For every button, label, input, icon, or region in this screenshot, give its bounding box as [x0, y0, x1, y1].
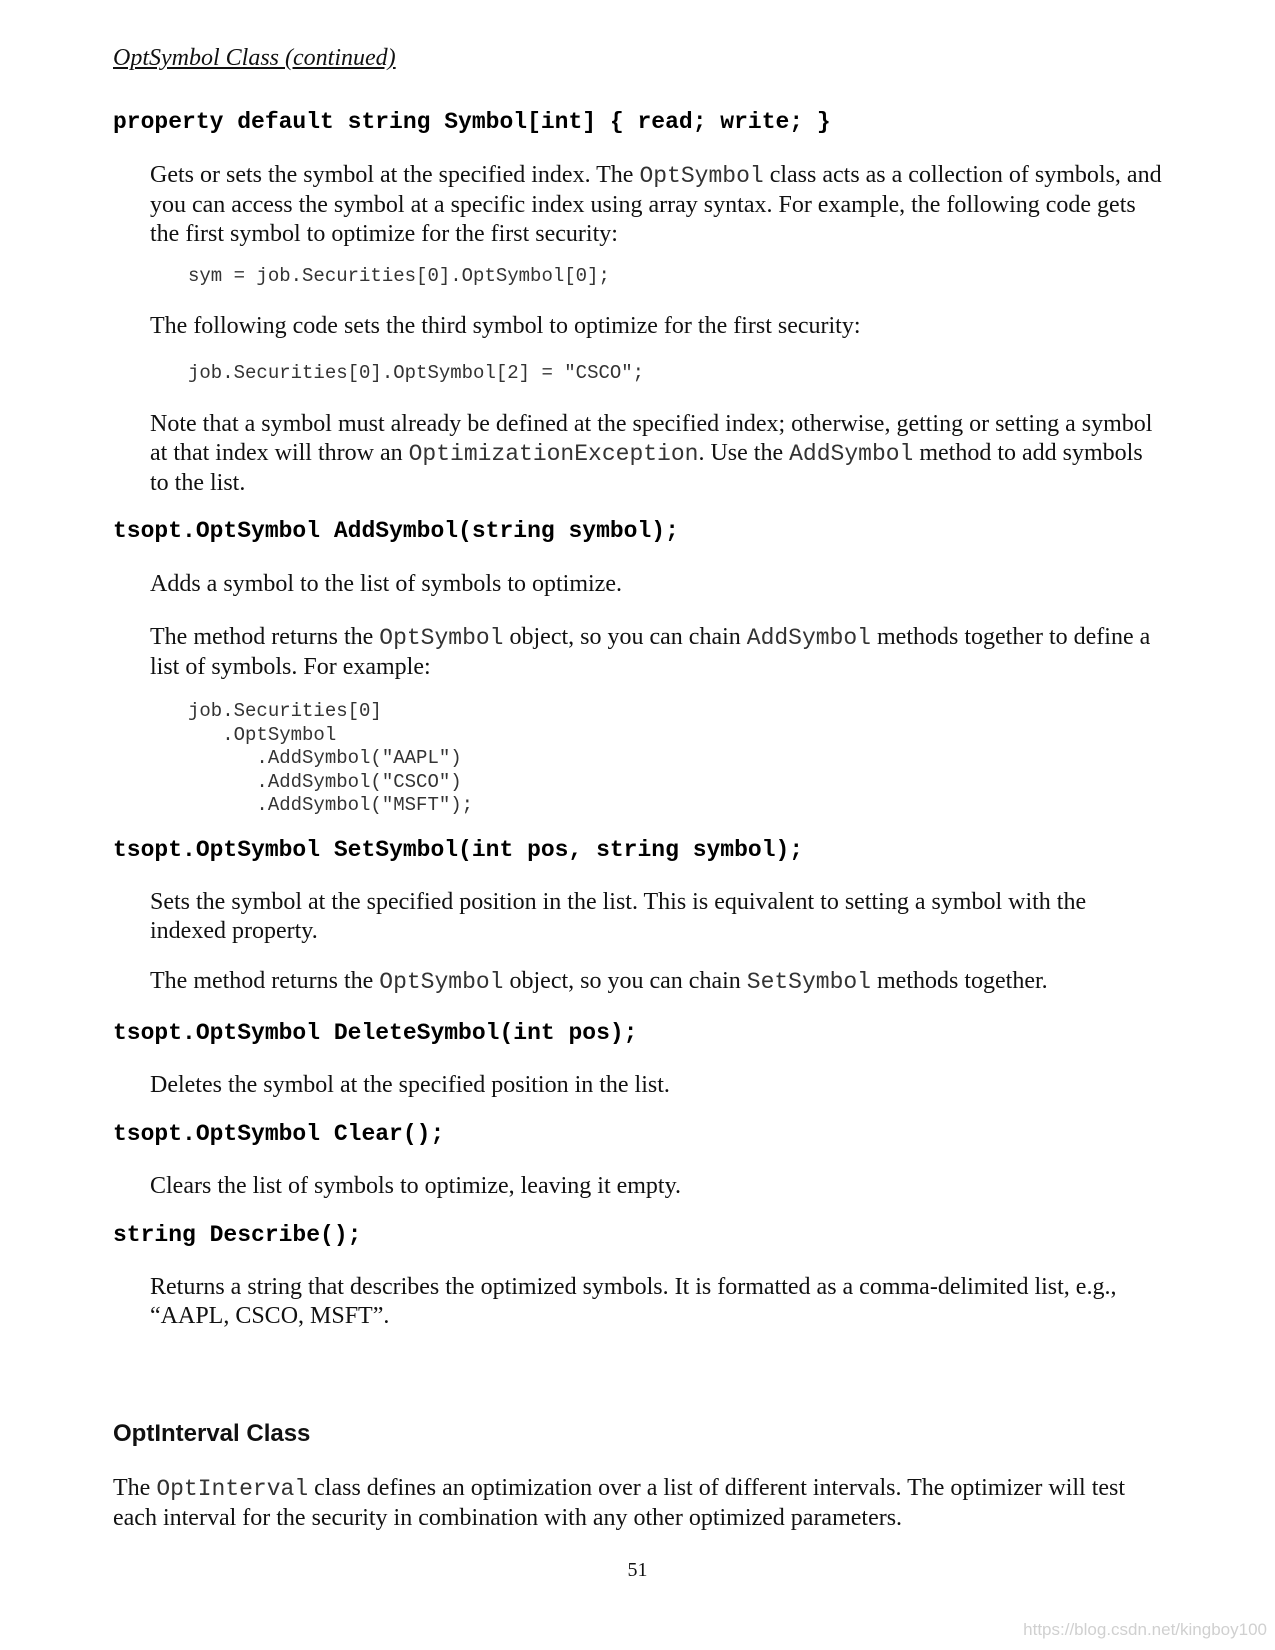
code-example-get: sym = job.Securities[0].OptSymbol[0];	[188, 265, 610, 287]
page-header: OptSymbol Class (continued)	[113, 45, 396, 71]
inline-code: OptSymbol	[639, 163, 764, 189]
property-signature: property default string Symbol[int] { read; write; }	[113, 109, 831, 135]
clear-signature: tsopt.OptSymbol Clear();	[113, 1121, 445, 1147]
index-note: Note that a symbol must already be defined at the specified index; otherwise, getting or setting a symbol at that index will throw an OptimizationException. Use the AddSymbol method to add symbols to the list.	[150, 411, 1153, 496]
addsymbol-signature: tsopt.OptSymbol AddSymbol(string symbol);	[113, 518, 679, 544]
inline-code: OptInterval	[156, 1476, 309, 1502]
deletesymbol-description: Deletes the symbol at the specified position in the list.	[150, 1072, 670, 1098]
clear-description: Clears the list of symbols to optimize, leaving it empty.	[150, 1173, 682, 1199]
code-example-set: job.Securities[0].OptSymbol[2] = "CSCO";	[188, 362, 645, 384]
deletesymbol-signature: tsopt.OptSymbol DeleteSymbol(int pos);	[113, 1020, 638, 1046]
describe-signature: string Describe();	[113, 1222, 362, 1248]
page-number: 51	[627, 1559, 648, 1581]
set-example-intro: The following code sets the third symbol to optimize for the first security:	[150, 313, 861, 339]
inline-code: OptimizationException	[408, 441, 699, 467]
section-heading: OptInterval Class	[113, 1420, 311, 1447]
inline-code: OptSymbol	[379, 969, 504, 995]
inline-code: AddSymbol	[789, 441, 914, 467]
code-example-chain: job.Securities[0] .OptSymbol .AddSymbol("AAPL") .AddSymbol("CSCO") .AddSymbol("MSFT");	[188, 700, 474, 816]
setsymbol-signature: tsopt.OptSymbol SetSymbol(int pos, string symbol);	[113, 837, 804, 863]
property-description: Gets or sets the symbol at the specified index. The OptSymbol class acts as a collection of symbols, and you can access the symbol at a specific index using array syntax. For example, the following code gets the first symbol to optimize for the first security:	[150, 162, 1162, 247]
watermark: https://blog.csdn.net/kingboy100	[1023, 1620, 1267, 1639]
inline-code: AddSymbol	[746, 625, 871, 651]
optinterval-description: The OptInterval class defines an optimization over a list of different intervals. The optimizer will test each interval for the security in combination with any other optimized parameters.	[113, 1475, 1126, 1531]
inline-code: SetSymbol	[746, 969, 871, 995]
describe-description: Returns a string that describes the optimized symbols. It is formatted as a comma-delimited list, e.g., “AAPL, CSCO, MSFT”.	[150, 1274, 1117, 1329]
setsymbol-description: Sets the symbol at the specified position in the list. This is equivalent to setting a symbol with the indexed property.	[150, 889, 1087, 944]
inline-code: OptSymbol	[379, 625, 504, 651]
addsymbol-description: Adds a symbol to the list of symbols to optimize.	[150, 571, 622, 597]
addsymbol-chaining-note: The method returns the OptSymbol object, so you can chain AddSymbol methods together to define a list of symbols. For example:	[150, 624, 1151, 680]
setsymbol-chaining-note: The method returns the OptSymbol object, so you can chain SetSymbol methods together.	[150, 968, 1048, 995]
